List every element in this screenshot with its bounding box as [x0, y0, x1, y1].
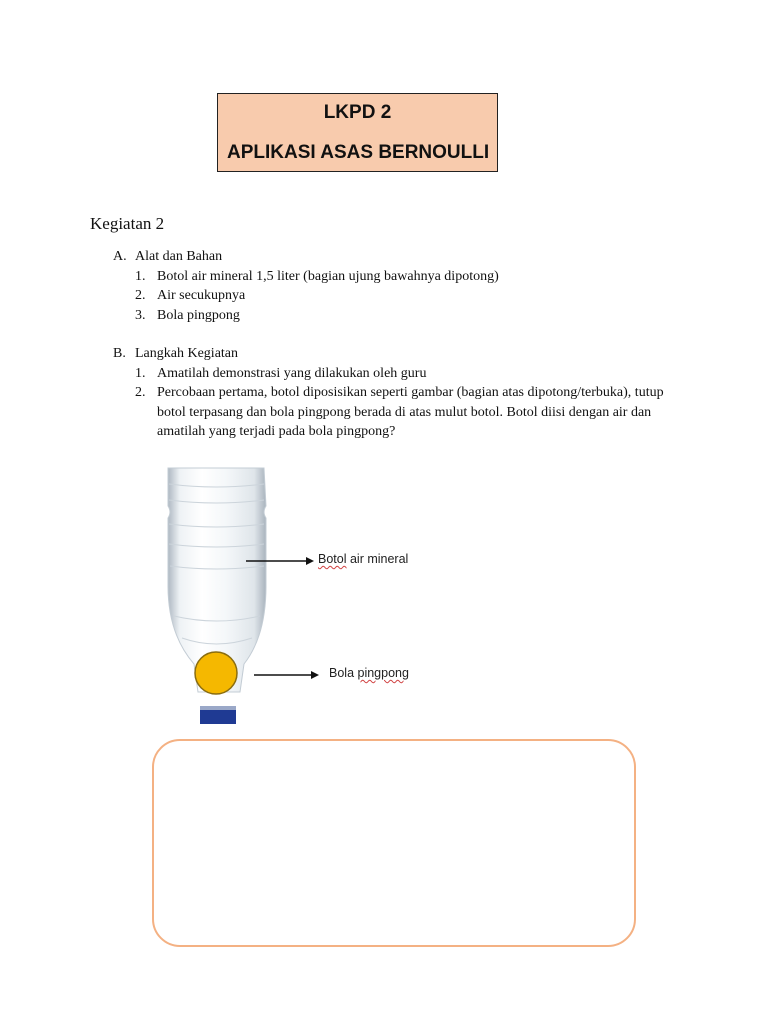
arrow-bottle	[306, 557, 314, 565]
list-item: 2. Air secukupnya	[135, 288, 246, 303]
bottle-illustration	[160, 466, 460, 724]
section-steps	[113, 344, 677, 442]
steps-list	[135, 364, 677, 442]
section-a-title: Alat dan Bahan	[135, 249, 223, 264]
list-item: 3. Bola pingpong	[135, 307, 240, 323]
section-b-marker: B.	[113, 346, 126, 361]
list-item: 2. Percobaan pertama, botol diposisikan seperti gambar (bagian atas dipotong/terbuka), tutup botol terpasang dan bola pingpong berada di atas mulut botol. Botol diisi dengan air dan amatilah yang terjadi pada bola pingpong?	[135, 385, 664, 439]
title-box	[217, 93, 498, 172]
bottle-figure	[160, 466, 460, 724]
label-bottle: Botol air mineral	[318, 552, 409, 566]
materials-list	[135, 267, 677, 326]
list-item: 1. Botol air mineral 1,5 liter (bagian ujung bawahnya dipotong)	[135, 268, 499, 284]
pingpong-ball	[195, 652, 237, 694]
section-tools-materials	[113, 247, 677, 325]
bottle-cap	[200, 710, 236, 724]
section-b-title: Langkah Kegiatan	[135, 346, 239, 361]
title-aplikasi: APLIKASI ASAS BERNOULLI	[227, 142, 490, 163]
section-a-marker: A.	[113, 249, 127, 264]
label-ball: Bola pingpong	[329, 666, 409, 680]
title-lkpd: LKPD 2	[323, 102, 392, 123]
list-item: 1. Amatilah demonstrasi yang dilakukan oleh guru	[135, 365, 427, 381]
activity-heading: Kegiatan 2	[90, 214, 165, 233]
answer-box[interactable]	[152, 739, 636, 947]
arrow-ball	[311, 671, 319, 679]
